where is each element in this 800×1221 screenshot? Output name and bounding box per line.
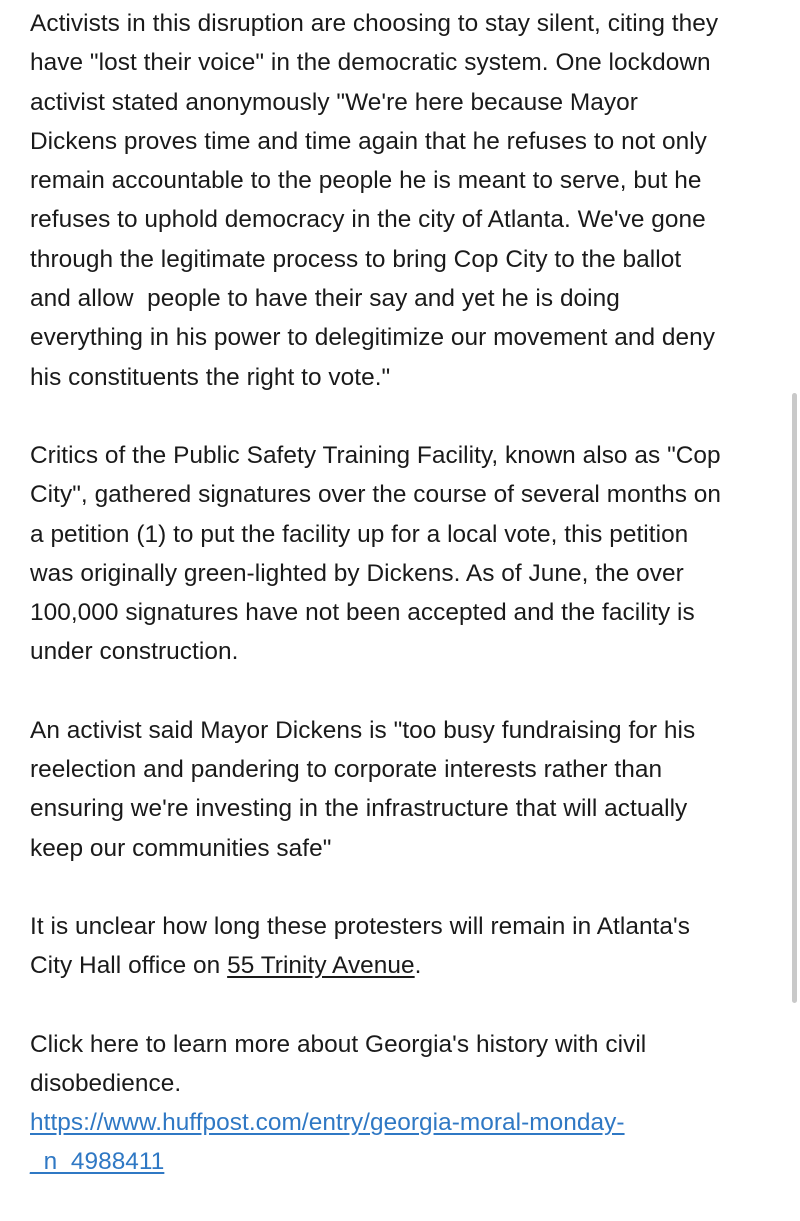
- huffpost-link-continued[interactable]: _n_4988411: [30, 1148, 165, 1176]
- address-link[interactable]: 55 Trinity Avenue: [227, 952, 415, 980]
- text-line: refuses to uphold democracy in the city of Atlanta. We've gone: [30, 206, 706, 234]
- huffpost-link[interactable]: https://www.huffpost.com/entry/georgia-moral-monday-: [30, 1109, 625, 1137]
- text-line: and allow people to have their say and yet he is doing: [30, 285, 620, 313]
- text-segment: .: [414, 952, 422, 980]
- text-line: City", gathered signatures over the course of several months on: [30, 481, 722, 509]
- text-line: his constituents the right to vote.": [30, 363, 391, 391]
- text-line: disobedience.: [30, 1069, 182, 1097]
- vertical-scrollbar[interactable]: [792, 393, 797, 1003]
- text-line: reelection and pandering to corporate interests rather than: [30, 756, 663, 784]
- paragraph-learn-more: [30, 1025, 782, 1182]
- paragraph-critics-petition: [30, 436, 782, 672]
- text-line: Dickens proves time and time again that he refuses to not only: [30, 127, 707, 155]
- huffpost-link-line: [30, 1103, 782, 1142]
- text-line: ensuring we're investing in the infrastructure that will actually: [30, 795, 688, 823]
- text-line: Activists in this disruption are choosing to stay silent, citing they: [30, 10, 719, 37]
- text-line: have "lost their voice" in the democratic system. One lockdown: [30, 49, 711, 77]
- text-line: under construction.: [30, 638, 239, 666]
- text-line: Critics of the Public Safety Training Facility, known also as "Cop: [30, 441, 721, 469]
- paragraph-city-hall: [30, 907, 782, 986]
- article-body: [30, 4, 782, 1221]
- huffpost-link-line: [30, 1142, 782, 1181]
- text-line: It is unclear how long these protesters will remain in Atlanta's: [30, 912, 690, 940]
- text-line: [30, 946, 782, 985]
- text-line: activist stated anonymously "We're here because Mayor: [30, 88, 638, 116]
- text-line: through the legitimate process to bring Cop City to the ballot: [30, 245, 682, 273]
- text-line: An activist said Mayor Dickens is "too busy fundraising for his: [30, 716, 696, 744]
- text-line: Click here to learn more about Georgia's history with civil: [30, 1030, 647, 1058]
- text-segment: City Hall office on: [30, 952, 228, 980]
- text-line: everything in his power to delegitimize our movement and deny: [30, 324, 715, 352]
- text-line: a petition (1) to put the facility up for a local vote, this petition: [30, 520, 689, 548]
- text-line: 100,000 signatures have not been accepted and the facility is: [30, 599, 695, 627]
- paragraph-activists-silent: [30, 4, 782, 397]
- text-line: was originally green-lighted by Dickens. As of June, the over: [30, 559, 684, 587]
- text-line: keep our communities safe": [30, 834, 332, 862]
- paragraph-activist-quote: [30, 711, 782, 868]
- text-line: remain accountable to the people he is meant to serve, but he: [30, 167, 702, 195]
